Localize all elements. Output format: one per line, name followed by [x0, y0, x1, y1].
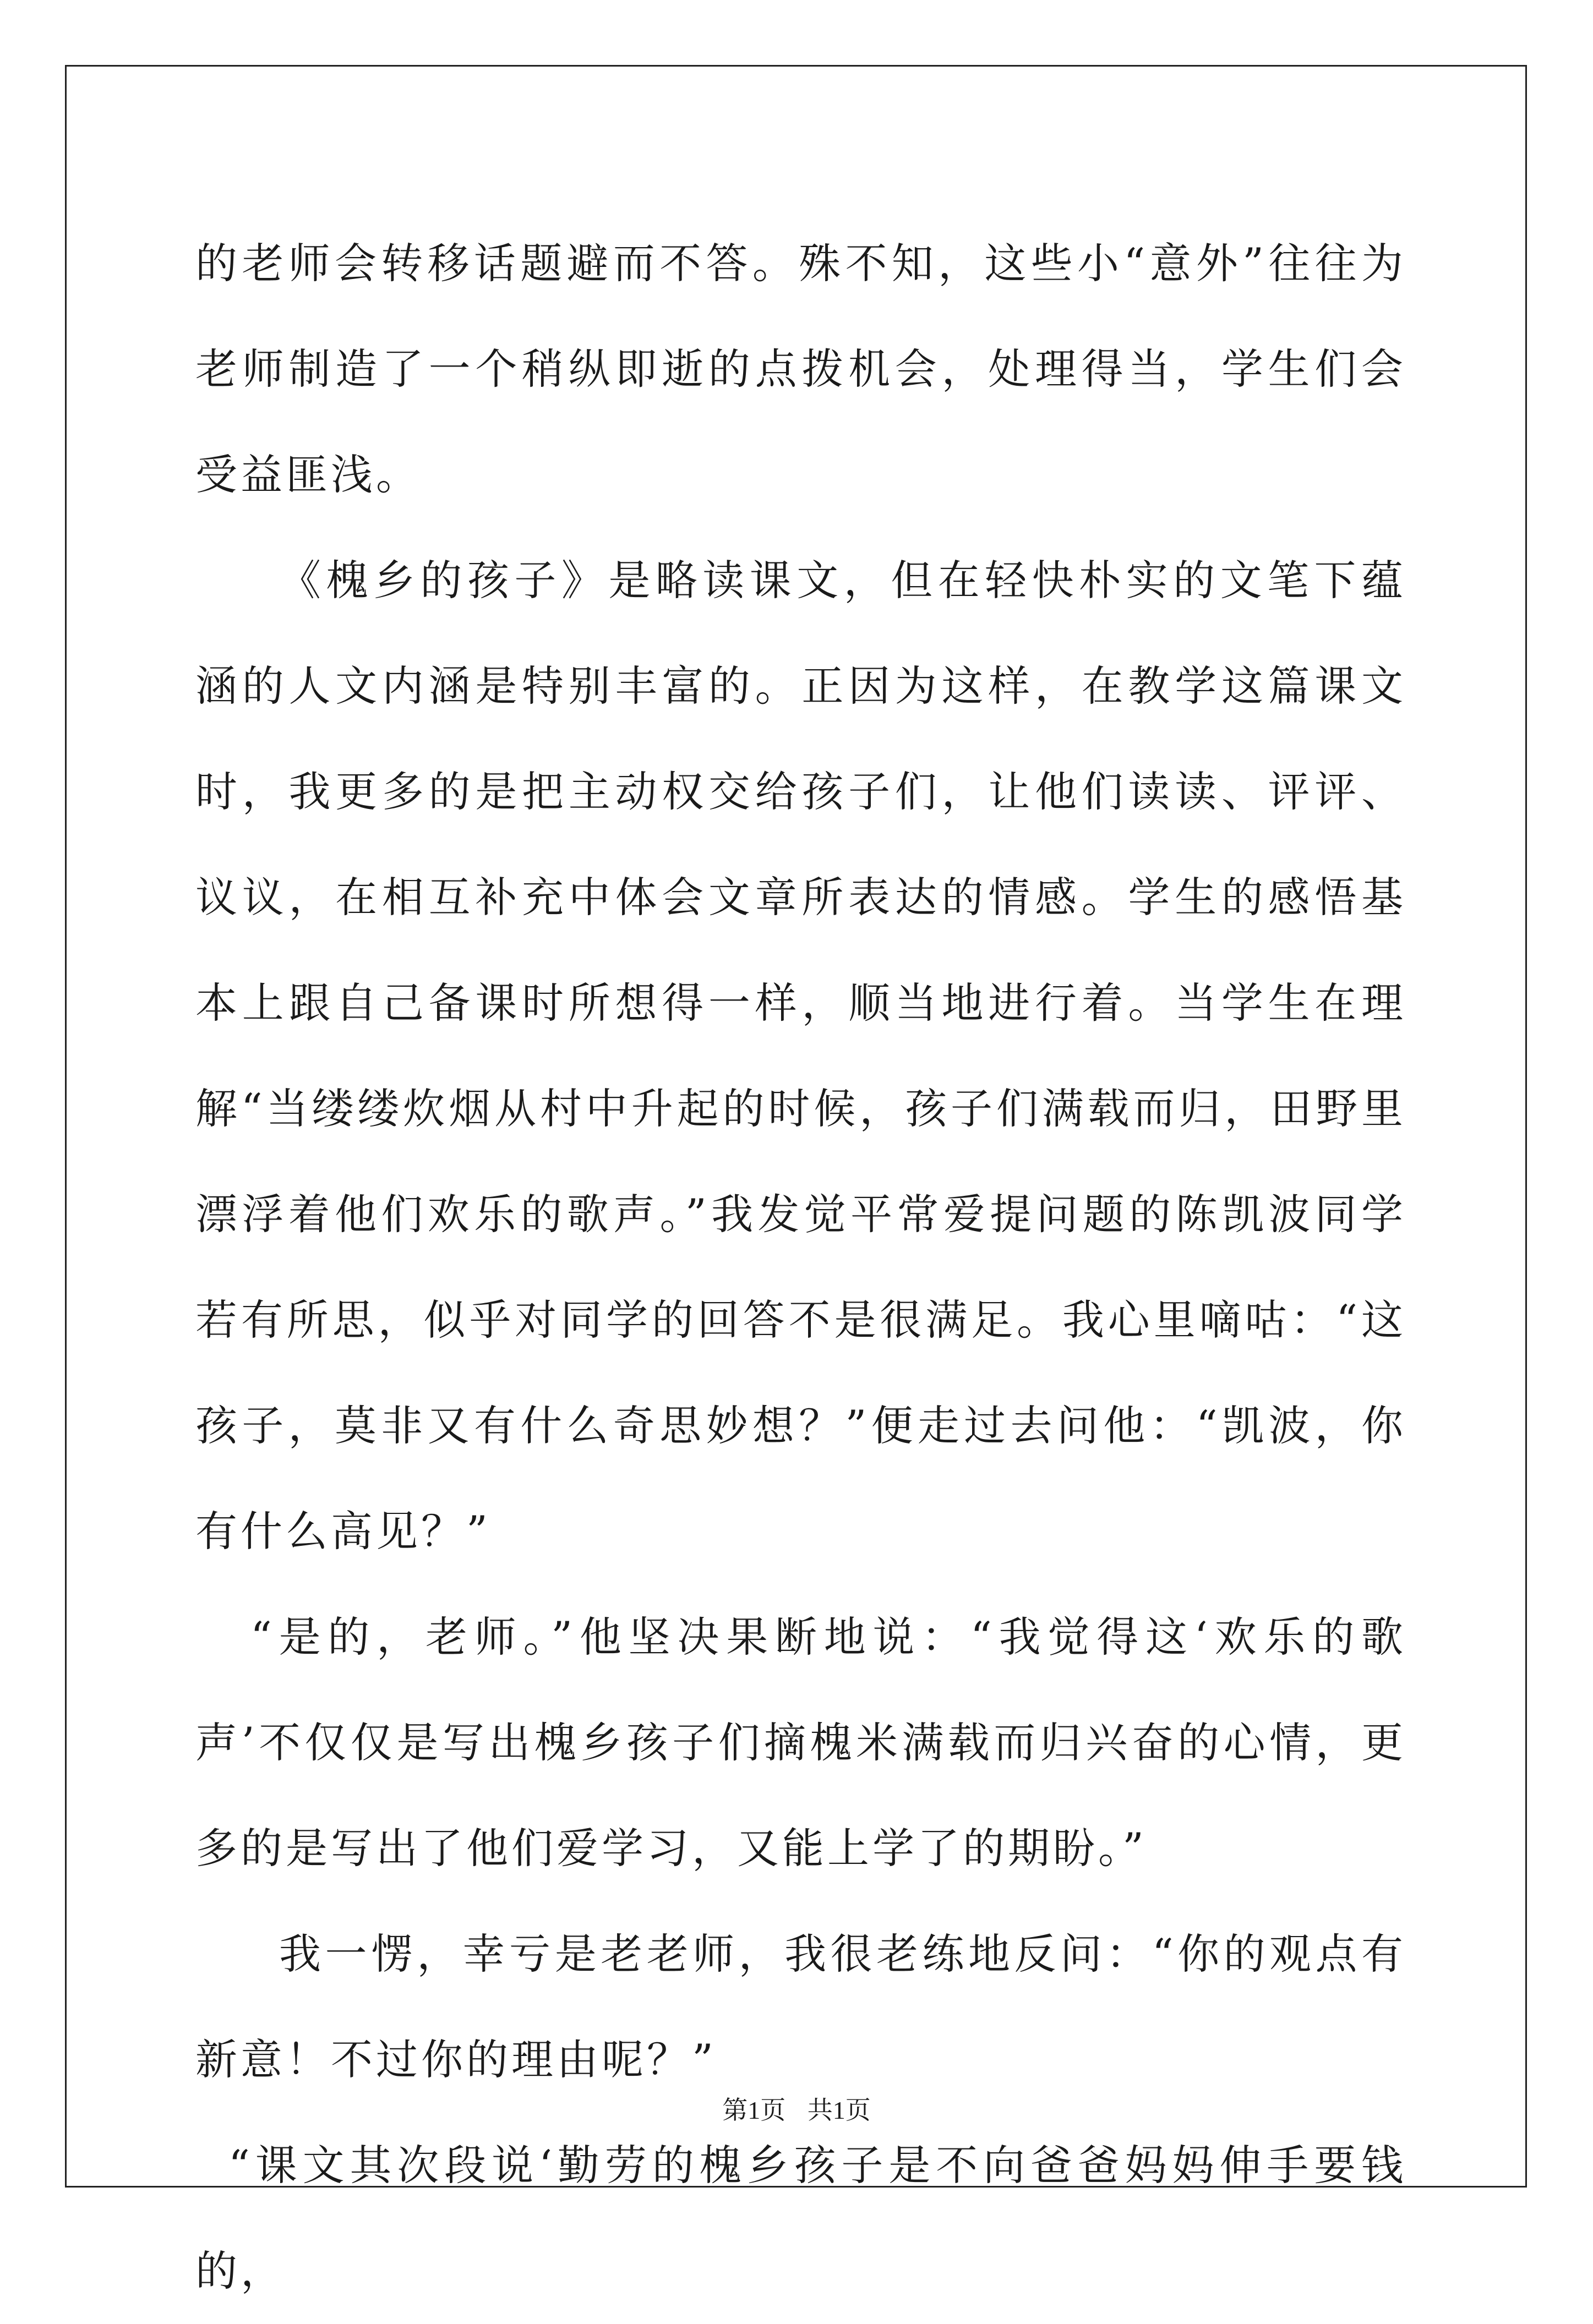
paragraph-1: 的老师会转移话题避而不答。殊不知，这些小“意外”往往为老师制造了一个稍纵即逝的点拨机会，处理得当，学生们会受益匪浅。 — [195, 239, 1406, 499]
document-body — [195, 211, 1406, 2324]
paragraph-4: 我一愣，幸亏是老老师，我很老练地反问：“你的观点有新意！不过你的理由呢？” — [195, 1929, 1406, 2084]
paragraph-5: “课文其次段说‘勤劳的槐乡孩子是不向爸爸妈妈伸手要钱的， — [195, 2141, 1406, 2295]
page-number: 第1页 — [722, 2096, 786, 2124]
paragraph-2: 《槐乡的孩子》是略读课文，但在轻快朴实的文笔下蕴涵的人文内涵是特别丰富的。正因为这样，在教学这篇课文时，我更多的是把主动权交给孩子们，让他们读读、评评、议议，在相互补充中体会文章所表达的情感。学生的感悟基本上跟自己备课时所想得一样，顺当地进行着。当学生在理解“当缕缕炊烟从村中升起的时候，孩子们满载而归，田野里漂浮着他们欢乐的歌声。”我发觉平常爱提问题的陈凯波同学若有所思，似乎对同学的回答不是很满足。我心里嘀咕：“这孩子，莫非又有什么奇思妙想？”便走过去问他：“凯波，你有什么高见？” — [195, 556, 1406, 1556]
page-total: 共1页 — [807, 2096, 871, 2124]
page-footer — [0, 2090, 1593, 2126]
paragraph-3: “是的，老师。”他坚决果断地说：“我觉得这‘欢乐的歌声’不仅仅是写出槐乡孩子们摘槐米满载而归兴奋的心情，更多的是写出了他们爱学习，又能上学了的期盼。” — [195, 1612, 1406, 1873]
